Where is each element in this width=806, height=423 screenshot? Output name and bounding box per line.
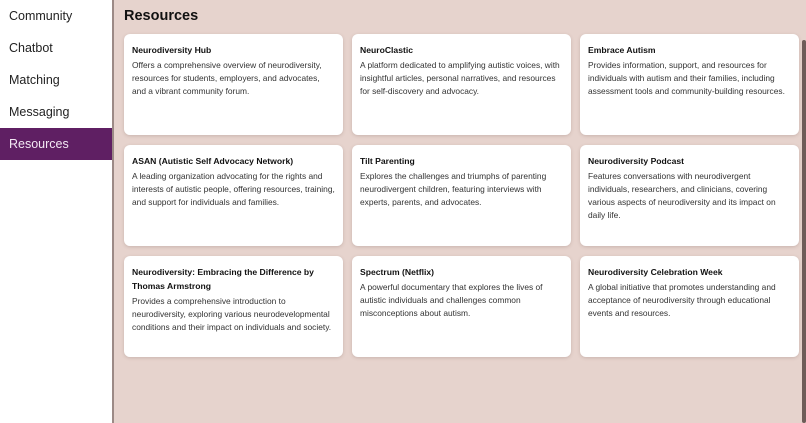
card-title: ASAN (Autistic Self Advocacy Network): [132, 156, 294, 166]
main-content: [116, 0, 806, 423]
scrollbar[interactable]: [802, 40, 806, 423]
card-title: Neurodiversity Podcast: [588, 156, 684, 166]
card-title: Embrace Autism: [588, 45, 656, 55]
sidebar-item-matching[interactable]: Matching: [9, 73, 60, 87]
sidebar-item-chatbot[interactable]: Chatbot: [9, 41, 53, 55]
card-title: Neurodiversity Celebration Week: [588, 267, 723, 277]
card-description: Offers a comprehensive overview of neurodiversity, resources for students, employers, and advocates, and a vibrant community forum.: [132, 60, 322, 96]
resource-card[interactable]: [580, 34, 799, 135]
card-description: A powerful documentary that explores the lives of autistic individuals and challenges common misconceptions about autism.: [360, 282, 543, 318]
sidebar-item-resources[interactable]: Resources: [0, 128, 112, 160]
card-description: Features conversations with neurodivergent individuals, researchers, and clinicians, covering various aspects of neurodiversity and its impact on daily life.: [588, 171, 776, 220]
resource-grid: [124, 34, 799, 357]
sidebar: [0, 0, 114, 423]
resource-card[interactable]: [352, 145, 571, 246]
page-title: Resources: [124, 8, 199, 24]
card-description: Provides a comprehensive introduction to neurodiversity, exploring various neurodevelopmental conditions and their impact on individuals and society.: [132, 296, 332, 332]
card-title: Neurodiversity: Embracing the Difference by Thomas Armstrong: [132, 267, 314, 291]
resource-card[interactable]: [352, 256, 571, 357]
card-description: A global initiative that promotes understanding and acceptance of neurodiversity through educational events and resources.: [588, 282, 776, 318]
card-title: Tilt Parenting: [360, 156, 415, 166]
resource-card[interactable]: [580, 256, 799, 357]
card-description: A leading organization advocating for the rights and interests of autistic people, offering resources, training, and support for individuals and families.: [132, 171, 335, 207]
card-title: Neurodiversity Hub: [132, 45, 212, 55]
resource-card[interactable]: [352, 34, 571, 135]
card-title: NeuroClastic: [360, 45, 414, 55]
sidebar-item-community[interactable]: Community: [9, 9, 73, 23]
resource-card[interactable]: [580, 145, 799, 246]
resource-card[interactable]: [124, 145, 343, 246]
resource-card[interactable]: [124, 34, 343, 135]
card-description: Provides information, support, and resources for individuals with autism and their families, including assessment tools and community-building resources.: [588, 60, 785, 96]
card-description: Explores the challenges and triumphs of parenting neurodivergent children, featuring interviews with experts, parents, and advocates.: [360, 171, 547, 207]
card-title: Spectrum (Netflix): [360, 267, 435, 277]
card-description: A platform dedicated to amplifying autistic voices, with insightful articles, personal narratives, and resources for self-discovery and advocacy.: [360, 60, 560, 96]
sidebar-item-messaging[interactable]: Messaging: [9, 105, 70, 119]
resource-card[interactable]: [124, 256, 343, 357]
